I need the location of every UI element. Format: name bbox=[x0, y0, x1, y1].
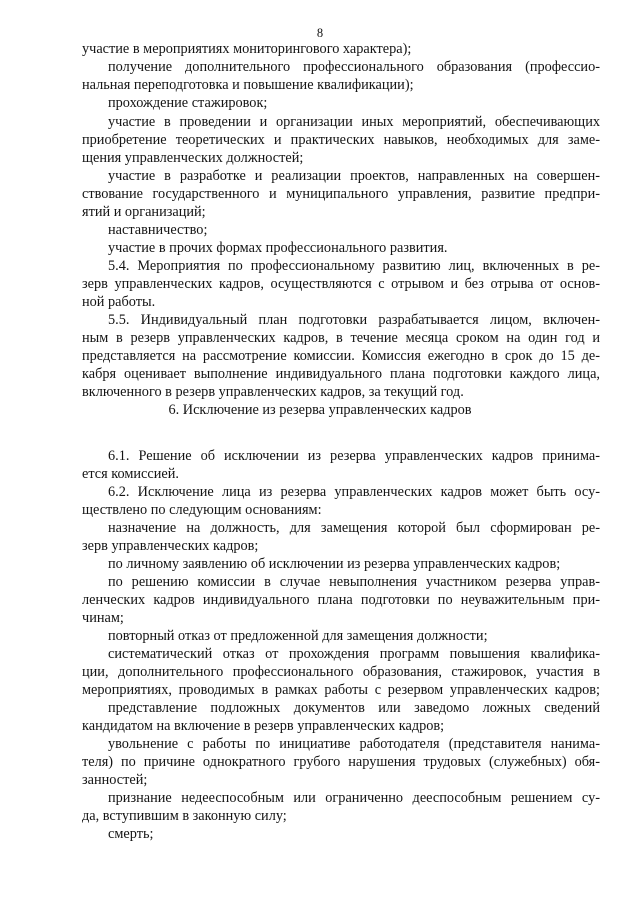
text-line: участие в разработке и реализации проектов, направленных на совершен- bbox=[108, 168, 600, 184]
text-line: ется комиссией. bbox=[82, 466, 179, 482]
text-line: ной работы. bbox=[82, 294, 156, 310]
text-line: включенного в резерв управленческих кадров, за текущий год. bbox=[82, 384, 464, 400]
text-line: 6.2. Исключение лица из резерва управленческих кадров может быть осу- bbox=[108, 484, 600, 500]
text-line: приобретение теоретических и практических навыков, необходимых для заме- bbox=[82, 132, 600, 148]
text-line: зерв управленческих кадров, осуществляются с отрывом и без отрыва от основ- bbox=[82, 276, 600, 292]
text-line: кабря оценивает выполнение индивидуального плана подготовки каждого лица, bbox=[82, 366, 600, 382]
text-line: признание недееспособным или ограниченно дееспособным решением су- bbox=[108, 790, 600, 806]
text-line: занностей; bbox=[82, 772, 148, 788]
text-line: теля) по причине однократного грубого нарушения трудовых (служебных) обя- bbox=[82, 754, 600, 770]
text-line: участие в прочих формах профессионального развития. bbox=[108, 240, 448, 256]
text-line: представляется на рассмотрение комиссии. Комиссия ежегодно в срок до 15 де- bbox=[82, 348, 600, 364]
text-line: наставничество; bbox=[108, 222, 208, 238]
text-line: ятий и организаций; bbox=[82, 204, 206, 220]
text-line: ществлено по следующим основаниям: bbox=[82, 502, 322, 518]
text-line: по решению комиссии в случае невыполнения участником резерва управ- bbox=[108, 574, 600, 590]
text-line: ции, дополнительного профессионального образования, стажировок, участия в bbox=[82, 664, 600, 680]
page-number: 8 bbox=[316, 26, 324, 40]
text-line: да, вступившим в законную силу; bbox=[82, 808, 287, 824]
text-line: ствование государственного и муниципального управления, развитие предпри- bbox=[82, 186, 600, 202]
text-line: нальная переподготовка и повышение квалификации); bbox=[82, 77, 414, 93]
text-line: чинам; bbox=[82, 610, 124, 626]
text-line: назначение на должность, для замещения которой был сформирован ре- bbox=[108, 520, 600, 536]
text-line: ленческих кадров индивидуального плана подготовки по неуважительным при- bbox=[82, 592, 600, 608]
text-line: прохождение стажировок; bbox=[108, 95, 268, 111]
text-line: получение дополнительного профессионального образования (профессио- bbox=[108, 59, 600, 75]
section-heading: 6. Исключение из резерва управленческих кадров bbox=[168, 402, 472, 418]
text-line: повторный отказ от предложенной для замещения должности; bbox=[108, 628, 488, 644]
text-line: щения управленческих должностей; bbox=[82, 150, 304, 166]
text-line: кандидатом на включение в резерв управленческих кадров; bbox=[82, 718, 445, 734]
text-line: 5.5. Индивидуальный план подготовки разрабатывается лицом, включен- bbox=[108, 312, 600, 328]
text-line: систематический отказ от прохождения программ повышения квалифика- bbox=[108, 646, 600, 662]
text-line: участие в мероприятиях мониторингового характера); bbox=[82, 41, 412, 57]
text-line: участие в проведении и организации иных мероприятий, обеспечивающих bbox=[108, 114, 600, 130]
text-line: увольнение с работы по инициативе работодателя (представителя нанима- bbox=[108, 736, 600, 752]
text-line: 5.4. Мероприятия по профессиональному развитию лиц, включенных в ре- bbox=[108, 258, 600, 274]
text-line: 6.1. Решение об исключении из резерва управленческих кадров принима- bbox=[108, 448, 600, 464]
text-line: по личному заявлению об исключении из резерва управленческих кадров; bbox=[108, 556, 561, 572]
text-line: смерть; bbox=[108, 826, 154, 842]
text-line: зерв управленческих кадров; bbox=[82, 538, 259, 554]
text-line: представление подложных документов или заведомо ложных сведений bbox=[108, 700, 600, 716]
text-line: ным в резерв управленческих кадров, в течение месяца сроком на один год и bbox=[82, 330, 600, 346]
text-line: мероприятиях, проводимых в рамках работы с резервом управленческих кадров; bbox=[82, 682, 600, 698]
